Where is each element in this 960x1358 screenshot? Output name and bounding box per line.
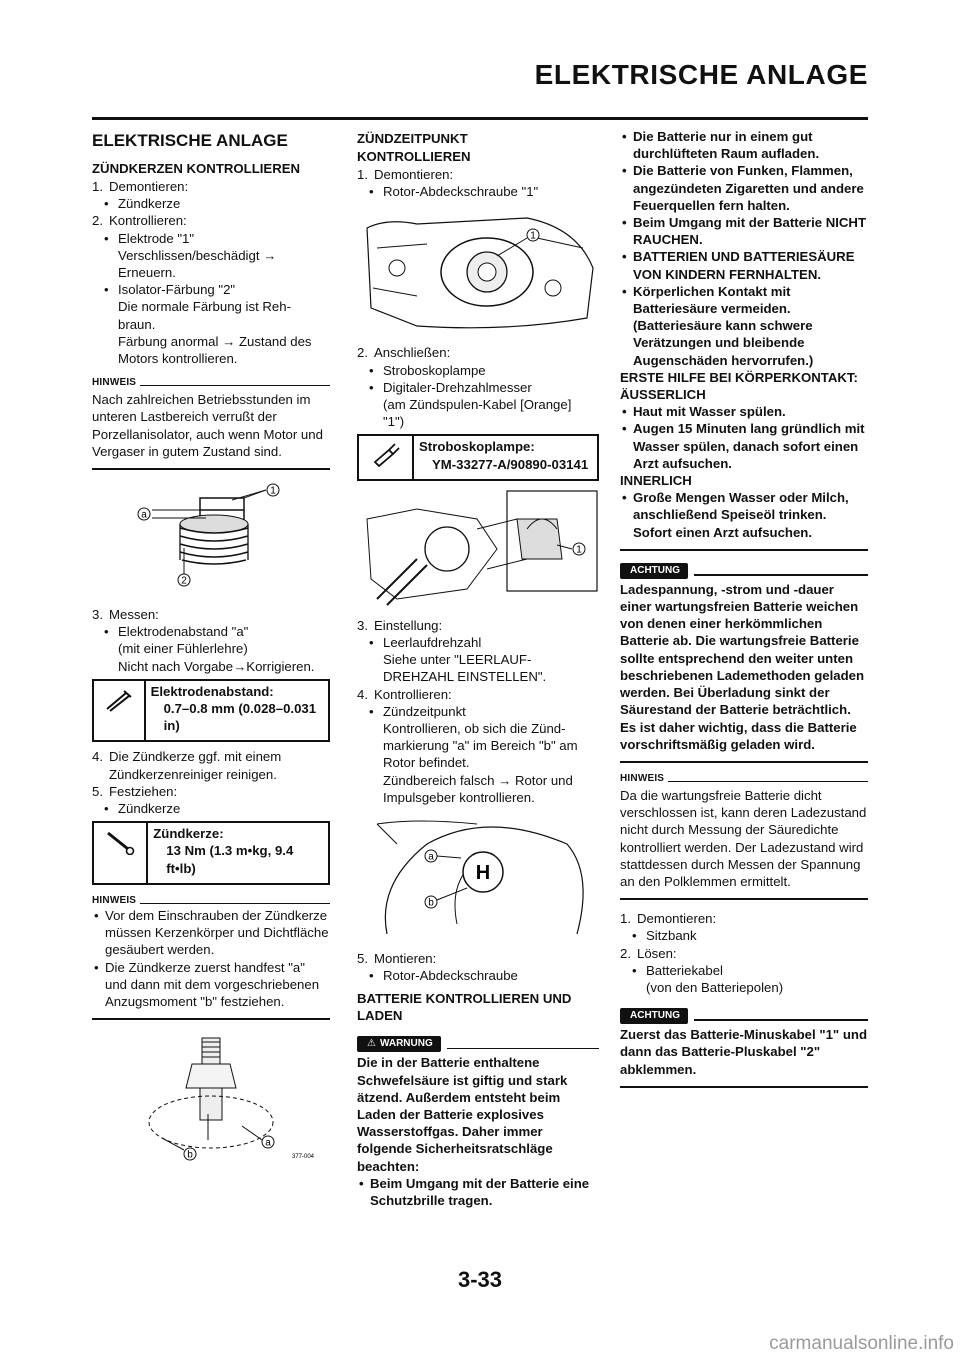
header-rule (92, 117, 868, 120)
page-header-title: ELEKTRISCHE ANLAGE (534, 59, 868, 90)
internal-heading: INNERLICH (620, 473, 692, 489)
step-label: Demontieren: (637, 911, 717, 927)
figure-label-a: a (428, 851, 434, 863)
warning-rule (447, 1048, 599, 1050)
step-label: Die Zündkerze ggf. mit einem Zündkerzenreiniger reinigen. (109, 749, 282, 782)
step-label: Demontieren: (109, 179, 189, 194)
first-aid-bullet: • Haut mit Wasser spülen. (620, 403, 868, 420)
warning-bullet: • Körperlichen Kontakt mit Batteriesäure vermeiden. (Batteriesäure kann schwere Verätzungen und bleibende Augenschäden hervorrufen.) (620, 283, 868, 369)
step-detail: (am Zündspulen-Kabel [Orange] (383, 397, 572, 413)
figure-label-b: b (187, 1149, 193, 1161)
step-detail: Impulsgeber kontrollieren. (383, 789, 535, 805)
step-number: 4. (92, 749, 103, 765)
ignition-mark-figure (357, 814, 599, 942)
step-detail: Siehe unter "LEERLAUF- (383, 652, 532, 668)
figure-label-a: a (265, 1137, 271, 1149)
step-detail: "1") (383, 414, 405, 430)
step (357, 617, 599, 634)
spec-title: Elektrodenabstand: (150, 683, 274, 699)
column-left (92, 128, 330, 1173)
step (92, 178, 330, 195)
step-number: 2. (92, 213, 103, 229)
step-number: 1. (620, 911, 631, 927)
caution-badge: ACHTUNG (620, 1008, 688, 1024)
caution-end-rule (620, 1086, 868, 1088)
external-heading: ÄUSSERLICH (620, 387, 706, 403)
step-label: Lösen: (637, 945, 677, 961)
step-detail: (von den Batteriepolen) (646, 979, 784, 995)
step-detail: Nicht nach Vorgabe→Korrigieren. (118, 658, 315, 674)
step (620, 910, 868, 927)
special-tool-icon (359, 436, 414, 478)
step-number: 3. (92, 607, 103, 623)
step-detail: (mit einer Fühlerlehre) (118, 641, 248, 657)
warning-text: Die in der Batterie enthaltene Schwefelsäure ist giftig und stark ätzend. Außerdem entsteht beim Laden der Batterie explosives Wasserstoffgas. Daher immer folgende Sicherheitsratschläge beachten: (357, 1055, 568, 1174)
first-aid-bullet: • Augen 15 Minuten lang gründlich mit Wasser spülen, danach sofort einen Arzt aufsuchen. (620, 420, 868, 472)
figure-label-2: 2 (181, 575, 187, 587)
spec-title: Zündkerze: (153, 826, 224, 842)
spec-box (92, 821, 330, 885)
spark-plug-gap-figure (92, 480, 330, 598)
first-aid-heading: ERSTE HILFE BEI KÖRPERKONTAKT: (620, 369, 858, 385)
step (92, 783, 330, 800)
figure-label-1: 1 (530, 230, 536, 242)
warning-badge (357, 1036, 441, 1052)
note-text: Nach zahlreichen Betriebsstunden im unteren Lastbereich verrußt der Porzellanisolator, auch wenn Motor und Vergaser in gutem Zustand sind. (92, 392, 323, 459)
step-detail: Färbung anormal → Zustand des (118, 333, 312, 349)
subsection-ignition-timing-line2: KONTROLLIEREN (357, 149, 471, 164)
note-end-rule (92, 468, 330, 470)
ignition-mark-drawing (357, 814, 599, 942)
spec-value: 0.7–0.8 mm (0.028–0.031 in) (163, 701, 317, 734)
h-mark: H (475, 862, 491, 885)
spec-value: YM-33277-A/90890-03141 (432, 456, 589, 472)
column-right (620, 128, 868, 1098)
step-label: Montieren: (374, 951, 437, 967)
warning-bullet: • Beim Umgang mit der Batterie eine Schutzbrille tragen. (357, 1175, 599, 1209)
note-end-rule (620, 898, 868, 900)
note-rule (140, 385, 330, 387)
warning-bullet: • Beim Umgang mit der Batterie NICHT RAUCHEN. (620, 214, 868, 248)
step-item: • Stroboskoplampe (357, 362, 599, 379)
step-number: 2. (620, 945, 631, 961)
feeler-gauge-icon (94, 681, 146, 741)
step (92, 748, 330, 782)
note-header (92, 895, 330, 907)
step-label: Kontrollieren: (374, 686, 452, 702)
step-detail: Die normale Färbung ist Reh- (118, 299, 291, 315)
note-rule (668, 781, 868, 783)
note-bullet: • Die Zündkerze zuerst handfest "a" und dann mit dem vorgeschriebenen Anzugsmoment "b" festziehen. (92, 959, 330, 1011)
warning-end-rule (620, 549, 868, 551)
warning-bullet: • Die Batterie von Funken, Flammen, angezündeten Zigaretten und andere Feuerquellen fern halten. (620, 162, 868, 214)
note-header (92, 377, 330, 389)
spark-plug-torque-drawing (92, 1030, 330, 1165)
step-number: 1. (92, 179, 103, 194)
figure-code: 377-004 (292, 1154, 315, 1161)
figure-label-1: 1 (270, 485, 276, 497)
spark-plug-torque-figure (92, 1030, 330, 1165)
step-detail: Zündbereich falsch → Rotor und (383, 772, 573, 788)
step (357, 344, 599, 361)
step (92, 606, 330, 623)
spec-title: Stroboskoplampe: (419, 439, 535, 455)
step-item: • Elektrodenabstand "a" (92, 623, 330, 640)
step-label: Kontrollieren: (109, 213, 187, 229)
spec-box (92, 679, 330, 743)
page-number: 3-33 (457, 1267, 503, 1292)
warning-icon: ⚠ (367, 1038, 376, 1050)
warning-header (357, 1036, 599, 1052)
step-item: • Zündkerze (92, 195, 330, 212)
note-header (620, 773, 868, 785)
step-item: • Sitzbank (620, 927, 868, 944)
step-item: • Zündzeitpunkt (357, 703, 599, 720)
figure-label-b: b (428, 897, 434, 909)
step-number: 5. (357, 951, 368, 967)
step-label: Einstellung: (374, 617, 443, 633)
timing-light-drawing (357, 489, 599, 609)
step-item: • Rotor-Abdeckschraube "1" (357, 183, 599, 200)
subsection-ignition-timing: ZÜNDZEITPUNKT (357, 131, 468, 146)
spec-value: 13 Nm (1.3 m•kg, 9.4 ft•lb) (166, 843, 294, 876)
step-item: • Batteriekabel (620, 962, 868, 979)
step-item: • Leerlaufdrehzahl (357, 634, 599, 651)
note-end-rule (92, 1018, 330, 1020)
watermark-link[interactable]: carmanualsonline.info (769, 1333, 954, 1354)
figure-label-1: 1 (576, 544, 582, 556)
step-detail: markierung "a" im Bereich "b" am (383, 738, 578, 754)
step-number: 3. (357, 617, 368, 633)
caution-rule (694, 574, 868, 576)
step-number: 2. (357, 345, 368, 361)
step (357, 686, 599, 703)
step-label: Messen: (109, 607, 159, 623)
step-item: • Digitaler-Drehzahlmesser (357, 379, 599, 396)
column-middle (357, 128, 599, 1209)
caution-header (620, 563, 868, 579)
subsection-spark-plug: ZÜNDKERZEN KONTROLLIEREN (92, 161, 301, 176)
rotor-cover-figure (357, 208, 599, 336)
caution-text: Zuerst das Batterie-Minuskabel "1" und dann das Batterie-Pluskabel "2" abklemmen. (620, 1027, 868, 1077)
step-item: • Elektrode "1" (92, 230, 330, 247)
step-item: • Isolator-Färbung "2" (92, 281, 330, 298)
step (357, 950, 599, 967)
note-bullet: • Vor dem Einschrauben der Zündkerze müssen Kerzenkörper und Dichtfläche gesäubert werden. (92, 907, 330, 959)
step-item: • Rotor-Abdeckschraube (357, 967, 599, 984)
warning-label: WARNUNG (379, 1038, 433, 1050)
note-label: HINWEIS (620, 772, 665, 784)
step-detail: Kontrollieren, ob sich die Zünd- (383, 721, 566, 737)
warning-bullet: • BATTERIEN UND BATTERIESÄURE VON KINDERN FERNHALTEN. (620, 248, 868, 282)
section-title: ELEKTRISCHE ANLAGE (92, 131, 288, 150)
step-detail: DREHZAHL EINSTELLEN". (383, 669, 547, 685)
rotor-cover-drawing (357, 208, 599, 336)
first-aid-bullet: • Große Mengen Wasser oder Milch, anschließend Speiseöl trinken. Sofort einen Arzt aufsuchen. (620, 489, 868, 541)
step-detail: Erneuern. (118, 265, 176, 281)
caution-badge: ACHTUNG (620, 563, 688, 579)
figure-label-a: a (141, 509, 147, 521)
caution-text: Ladespannung, -strom und -dauer einer wartungsfreien Batterie weichen von denen einer herkömmlichen Batterie ab. Die wartungsfreie Batterie sollte entsprechend den weiter unten beschriebenen Lademethoden geladen werden. Bei Überladung sinkt der Säurestand der Batterie beträchtlich. Es ist daher wichtig, dass die Batterie vorschriftsmäßig geladen wird. (620, 581, 865, 752)
step-detail: Rotor befindet. (383, 755, 470, 771)
caution-rule (694, 1019, 868, 1021)
step-label: Festziehen: (109, 783, 178, 799)
note-label: HINWEIS (92, 377, 137, 389)
step-label: Anschließen: (374, 345, 451, 361)
warning-bullet: • Die Batterie nur in einem gut durchlüfteten Raum aufladen. (620, 128, 868, 162)
caution-end-rule (620, 761, 868, 763)
note-text: Da die wartungsfreie Batterie dicht verschlossen ist, kann deren Ladezustand nicht durch Messung der Säuredichte kontrolliert werden. Der Ladezustand wird stattdessen durch Messen der Spannung an den Polklemmen ermittelt. (620, 787, 867, 889)
step-number: 5. (92, 783, 103, 799)
step-number: 4. (357, 686, 368, 702)
timing-light-figure (357, 489, 599, 609)
torque-wrench-icon (94, 823, 148, 883)
note-rule (140, 903, 330, 905)
step-detail: Motors kontrollieren. (118, 351, 238, 367)
step (92, 212, 330, 229)
step (620, 945, 868, 962)
note-label: HINWEIS (92, 894, 137, 906)
step-label: Demontieren: (374, 167, 454, 182)
spark-plug-gap-drawing (92, 480, 330, 598)
step-detail: Verschlissen/beschädigt → (118, 247, 277, 263)
step-detail: braun. (118, 316, 156, 332)
step-item: • Zündkerze (92, 800, 330, 817)
subsection-battery: BATTERIE KONTROLLIEREN UND LADEN (357, 991, 572, 1024)
step-number: 1. (357, 167, 368, 182)
spec-box (357, 434, 599, 480)
step (357, 166, 599, 183)
caution-header (620, 1008, 868, 1024)
